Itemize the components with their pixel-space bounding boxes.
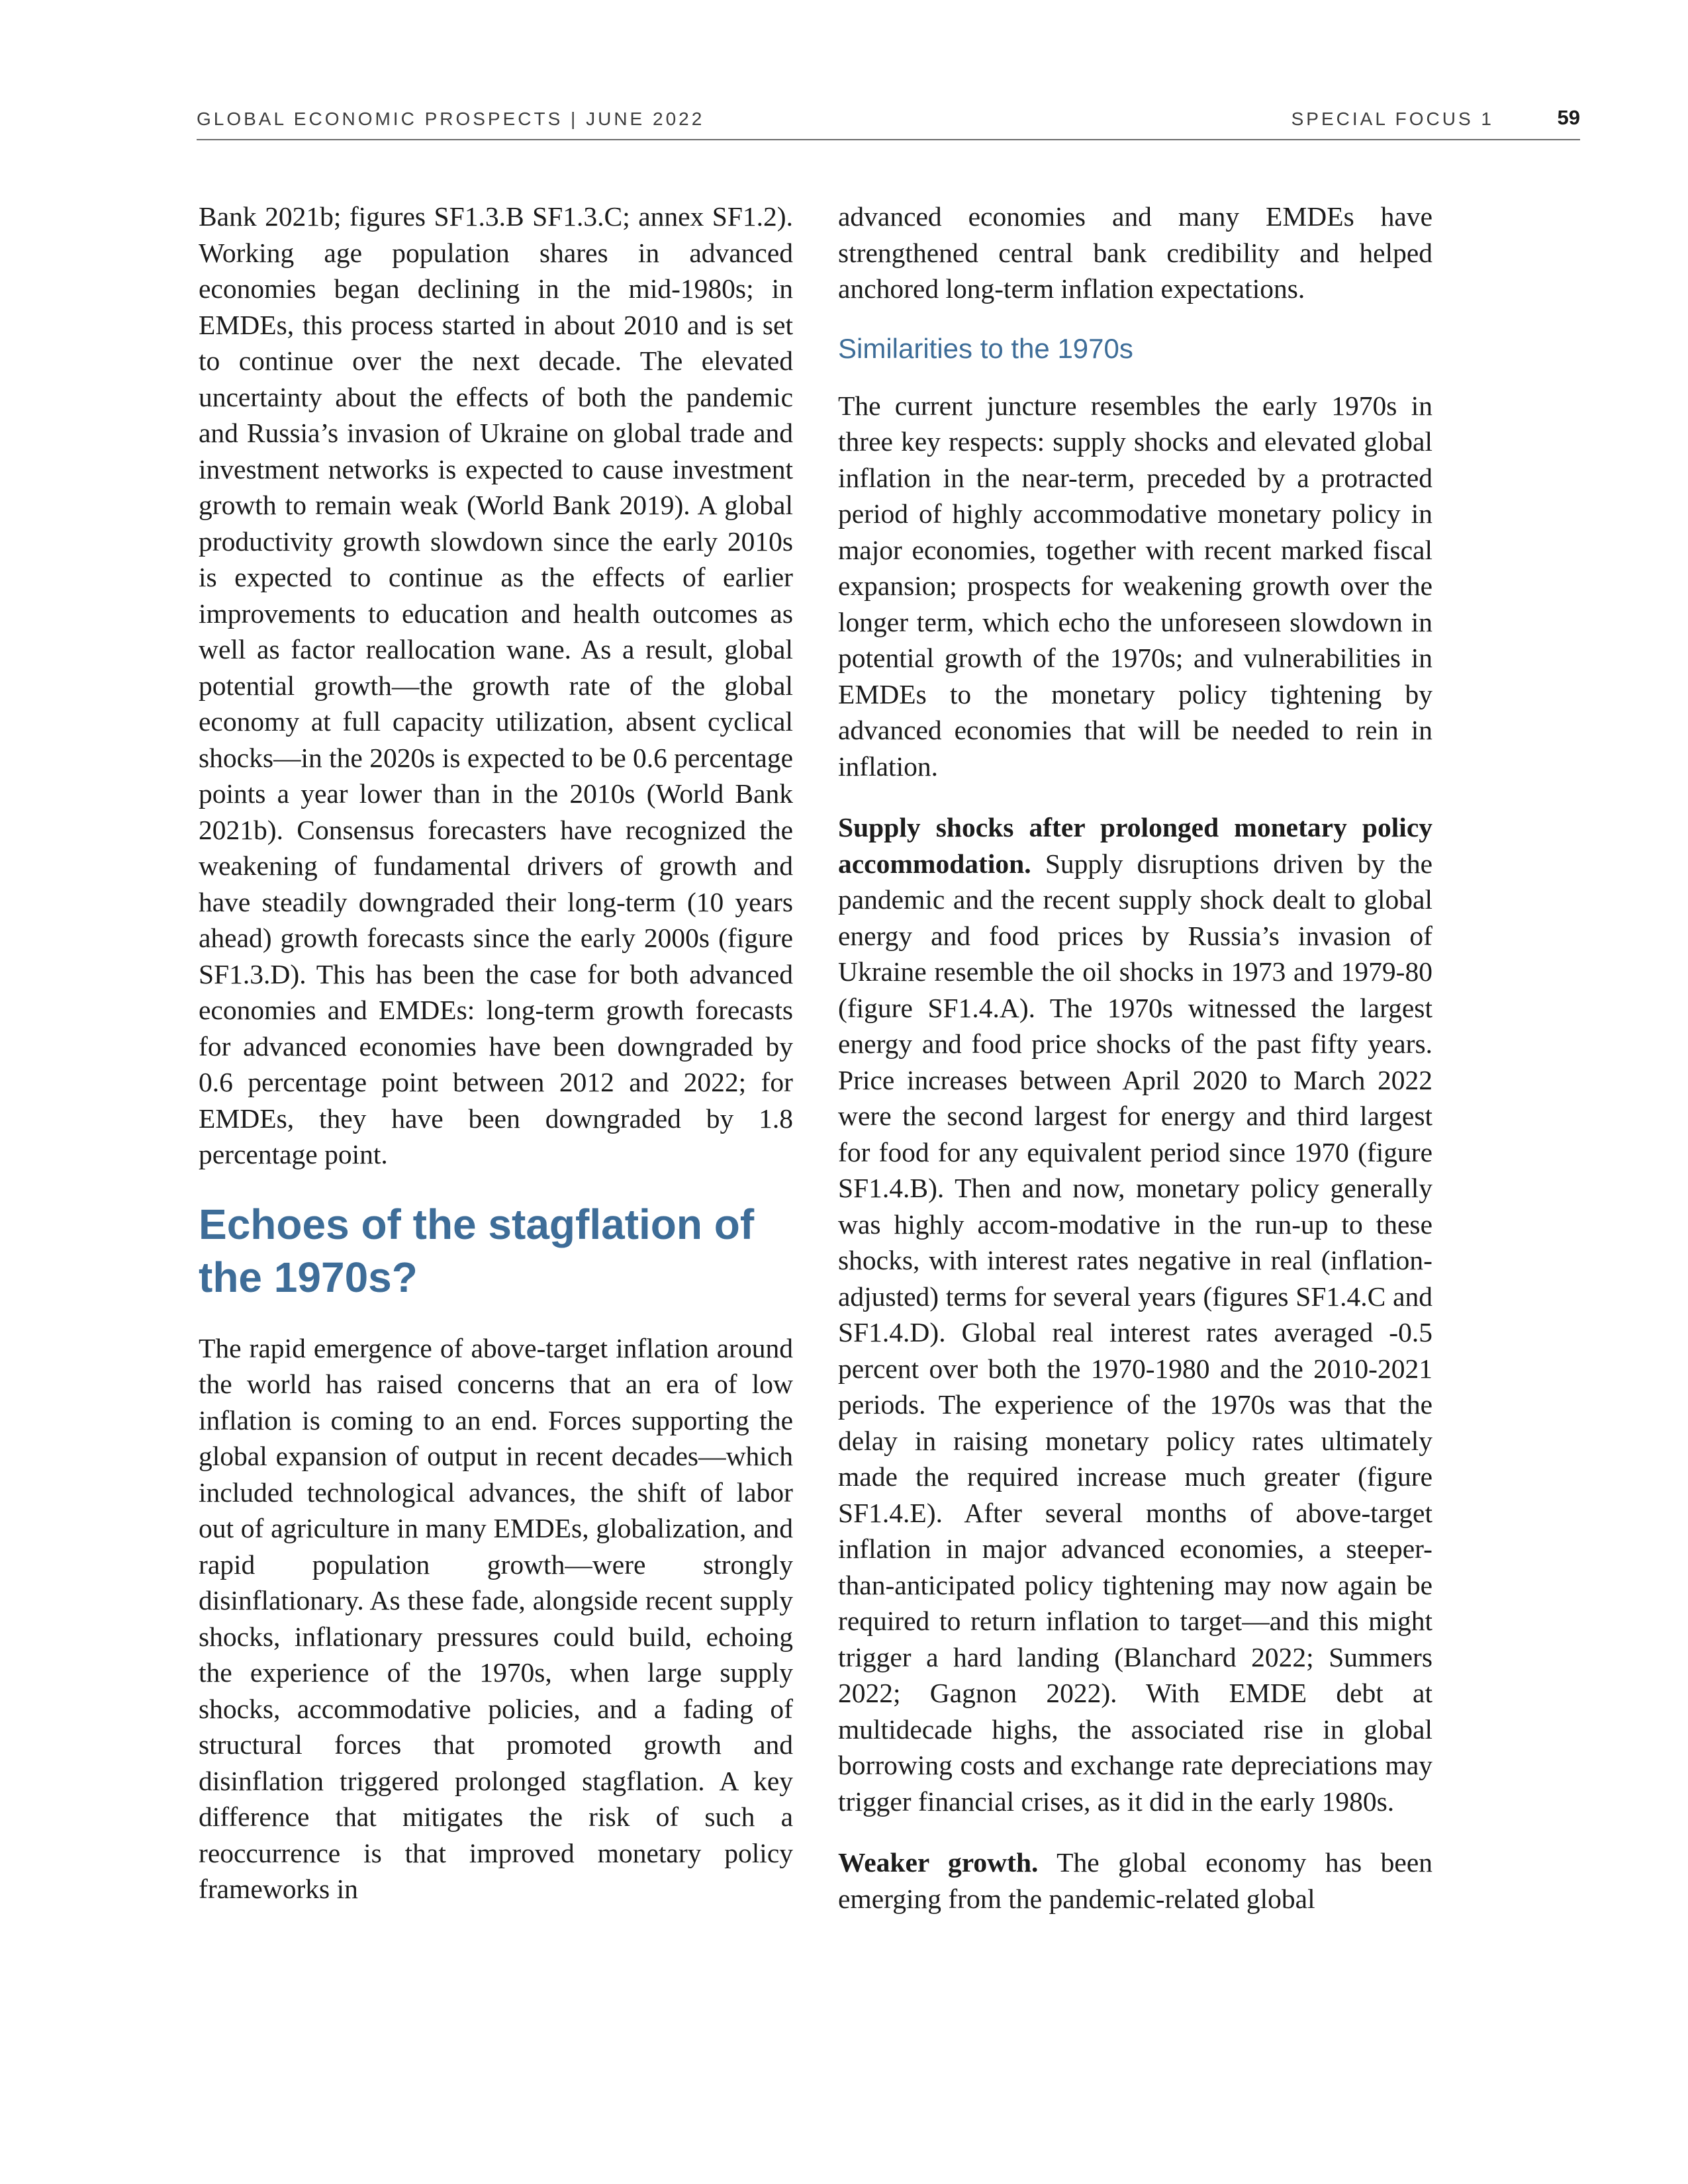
- paragraph-gap: [838, 784, 1432, 809]
- section-heading: Echoes of the stagflation of the 1970s?: [199, 1200, 755, 1301]
- run-in-heading: Supply shocks after prolonged monetary policy accommodation.: [838, 812, 1432, 879]
- paragraph-text: Supply disruptions driven by the pandemic and the recent supply shock dealt to global energy and food prices by Russia’s invasion of Ukraine resemble the oil shocks in 1973 and 1979-80 (figure SF1.4.A). The 1970s witnessed the largest energy and food price shocks of the past fifty years. Price increases between April 2020 to March 2022 were the second largest for energy and third largest for food for any equivalent period since 1970 (figure SF1.4.B). Then and now, monetary policy generally was highly accom-modative in the run-up to these shocks, with interest rates negative in real (inflation-adjusted) terms for several years (figures SF1.4.C and SF1.4.D). Global real interest rates averaged -0.5 percent over both the 1970-1980 and the 2010-2021 periods. The experience of the 1970s was that the delay in raising monetary policy rates ultimately made the required increase much greater (figure SF1.4.E). After several months of above-target inflation in major advanced economies, a steeper-than-anticipated policy tightening may now again be required to return inflation to target—and this might trigger a hard landing (Blanchard 2022; Summers 2022; Gagnon 2022). With EMDE debt at multidecade highs, the associated rise in global borrowing costs and exchange rate depreciations may trigger financial crises, as it did in the early 1980s.: [838, 848, 1432, 1817]
- paragraph-gap: [838, 1819, 1432, 1844]
- body-paragraph: [838, 809, 1432, 1819]
- body-paragraph: The rapid emergence of above-target inflation around the world has raised concerns that an era of low inflation is coming to an end. Forces supporting the global expansion of output in recent decades—which included technological advances, the shift of labor out of agriculture in many EMDEs, globalization, and rapid population growth—were strongly disinflationary. As these fade, alongside recent supply shocks, inflationary pressures could build, echoing the experience of the 1970s, when large supply shocks, accommodative policies, and a fading of structural forces that promoted growth and disinflation triggered prolonged stagflation. A key difference that mitigates the risk of such a reoccurrence is that improved monetary policy frameworks in: [199, 1332, 793, 1904]
- right-column: [838, 199, 1432, 1917]
- body-paragraph: Bank 2021b; figures SF1.3.B SF1.3.C; annex SF1.2). Working age population shares in advanced economies began declining in the mid-1980s; in EMDEs, this process started in about 2010 and is set to continue over the next decade. The elevated uncertainty about the effects of both the pandemic and Russia’s invasion of Ukraine on global trade and investment networks is expected to cause investment growth to remain weak (World Bank 2019). A global productivity growth slowdown since the early 2010s is expected to continue as the effects of earlier improvements to education and health outcomes as well as factor reallocation wane. As a result, global potential growth—the growth rate of the global economy at full capacity utilization, absent cyclical shocks—in the 2020s is expected to be 0.6 percentage points a year lower than in the 2010s (World Bank 2021b). Consensus forecasters have recognized the weakening of fundamental drivers of growth and have steadily downgraded their long-term (10 years ahead) growth forecasts since the early 2000s (figure SF1.3.D). This has been the case for both advanced economies and EMDEs: long-term growth forecasts for advanced economies have been downgraded by 0.6 percentage point between 2012 and 2022; for EMDEs, they have been downgraded by 1.8 percentage point.: [199, 201, 793, 1169]
- body-paragraph: advanced economies and many EMDEs have strengthened central bank credibility and helped anchored long-term inflation expectations.: [838, 201, 1432, 304]
- page-number: 59: [1557, 106, 1580, 129]
- body-paragraph: [838, 1844, 1432, 1917]
- section-label: SPECIAL FOCUS 1: [1291, 109, 1494, 129]
- subsection-heading: Similarities to the 1970s: [838, 332, 1133, 364]
- paragraph-text: The global economy has been emerging from the pandemic-related global: [838, 1847, 1433, 1914]
- publication-title: GLOBAL ECONOMIC PROSPECTS | JUNE 2022: [197, 109, 705, 129]
- run-in-heading: Weaker growth.: [838, 1847, 1039, 1878]
- body-paragraph: The current juncture resembles the early 1970s in three key respects: supply shocks and elevated global inflation in the near-term, preceded by a protracted period of highly accommodative monetary policy in major economies, together with recent marked fiscal expansion; prospects for weakening growth over the longer term, which echo the unforeseen slowdown in potential growth of the 1970s; and vulnerabilities in EMDEs to the monetary policy tightening by advanced economies that will be needed to rein in inflation.: [838, 390, 1432, 782]
- running-header: [197, 106, 1580, 140]
- left-column: [199, 199, 793, 1907]
